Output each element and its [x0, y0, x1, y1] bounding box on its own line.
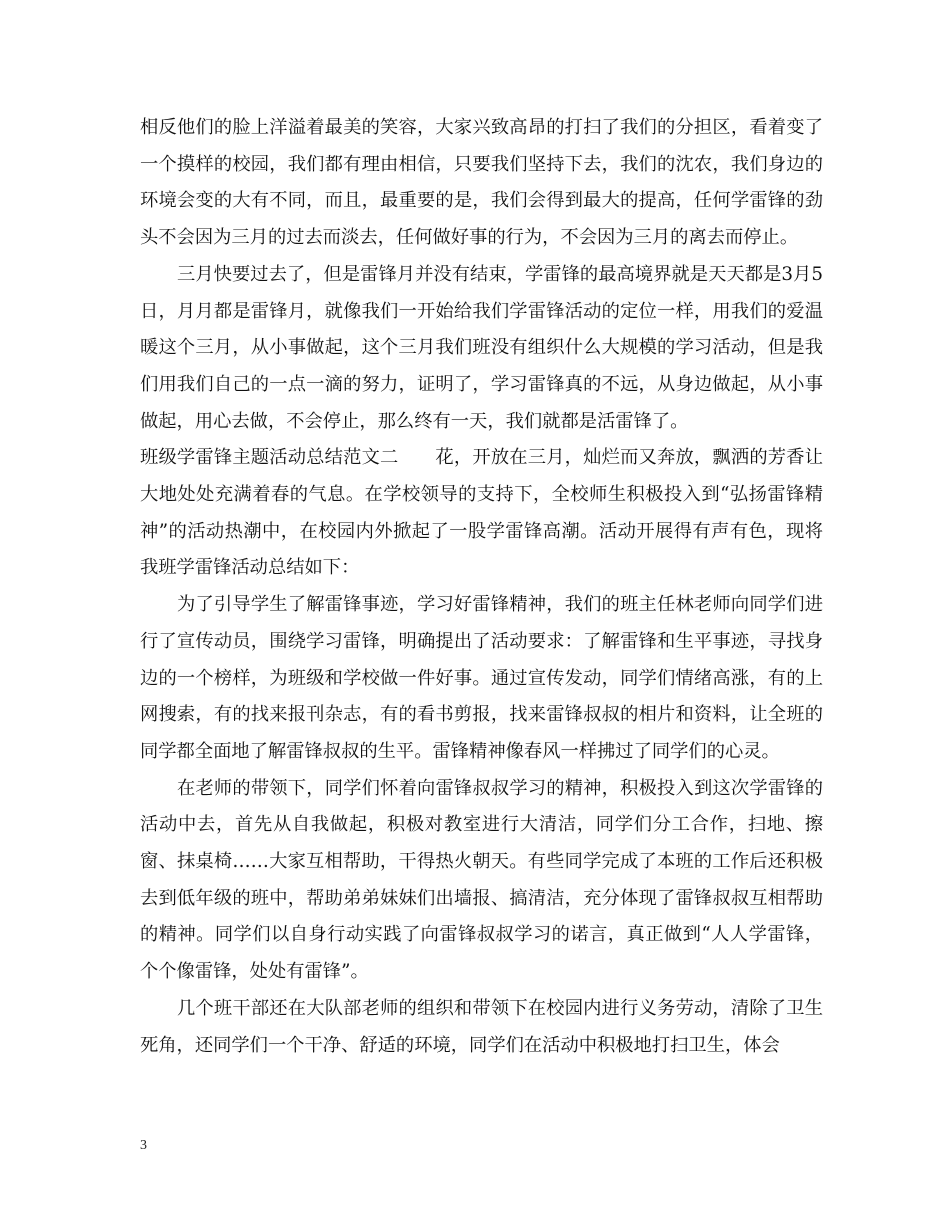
paragraph-2: 三月快要过去了，但是雷锋月并没有结束，学雷锋的最高境界就是天天都是3月5日，月月都是雷锋月，就像我们一开始给我们学雷锋活动的定位一样，用我们的爱温暖这个三月，从小事做起，这个三月我们班没有组织什么大规模的学习活动，但是我们用我们自己的一点一滴的努力，证明了，学习雷锋真的不远，从身边做起，从小事做起，用心去做，不会停止，那么终有一天，我们就都是活雷锋了。 [140, 263, 823, 432]
paragraph-1: 相反他们的脸上洋溢着最美的笑容，大家兴致高昂的打扫了我们的分担区，看着变了一个摸样的校园，我们都有理由相信，只要我们坚持下去，我们的沈农，我们身边的环境会变的大有不同，而且，最重要的是，我们会得到最大的提高，任何学雷锋的劲头不会因为三月的过去而淡去，任何做好事的行为，不会因为三月的离去而停止。 [140, 117, 823, 249]
page-number: 3 [140, 1138, 147, 1153]
paragraph-3-section-heading: 班级学雷锋主题活动总结范文二 花，开放在三月，灿烂而又奔放，飘洒的芳香让大地处处充满着春的气息。在学校领导的支持下，全校师生积极投入到“弘扬雷锋精神”的活动热潮中，在校园内外掀起了一股学雷锋高潮。活动开展得有声有色，现将我班学雷锋活动总结如下： [140, 447, 823, 579]
paragraph-6: 几个班干部还在大队部老师的组织和带领下在校园内进行义务劳动，清除了卫生死角，还同学们一个干净、舒适的环境，同学们在活动中积极地打扫卫生，体会 [140, 997, 823, 1056]
paragraph-4: 为了引导学生了解雷锋事迹，学习好雷锋精神，我们的班主任林老师向同学们进行了宣传动员，围绕学习雷锋，明确提出了活动要求：了解雷锋和生平事迹，寻找身边的一个榜样，为班级和学校做一件好事。通过宣传发动，同学们情绪高涨，有的上网搜索，有的找来报刊杂志，有的看书剪报，找来雷锋叔叔的相片和资料，让全班的同学都全面地了解雷锋叔叔的生平。雷锋精神像春风一样拂过了同学们的心灵。 [140, 594, 823, 762]
paragraph-5: 在老师的带领下，同学们怀着向雷锋叔叔学习的精神，积极投入到这次学雷锋的活动中去，首先从自我做起，积极对教室进行大清洁，同学们分工合作，扫地、擦窗、抹桌椅……大家互相帮助，干得热火朝天。有些同学完成了本班的工作后还积极去到低年级的班中，帮助弟弟妹妹们出墙报、搞清洁，充分体现了雷锋叔叔互相帮助的精神。同学们以自身行动实践了向雷锋叔叔学习的诺言，真正做到“人人学雷锋，个个像雷锋，处处有雷锋”。 [140, 777, 823, 983]
document-body [140, 110, 823, 1064]
